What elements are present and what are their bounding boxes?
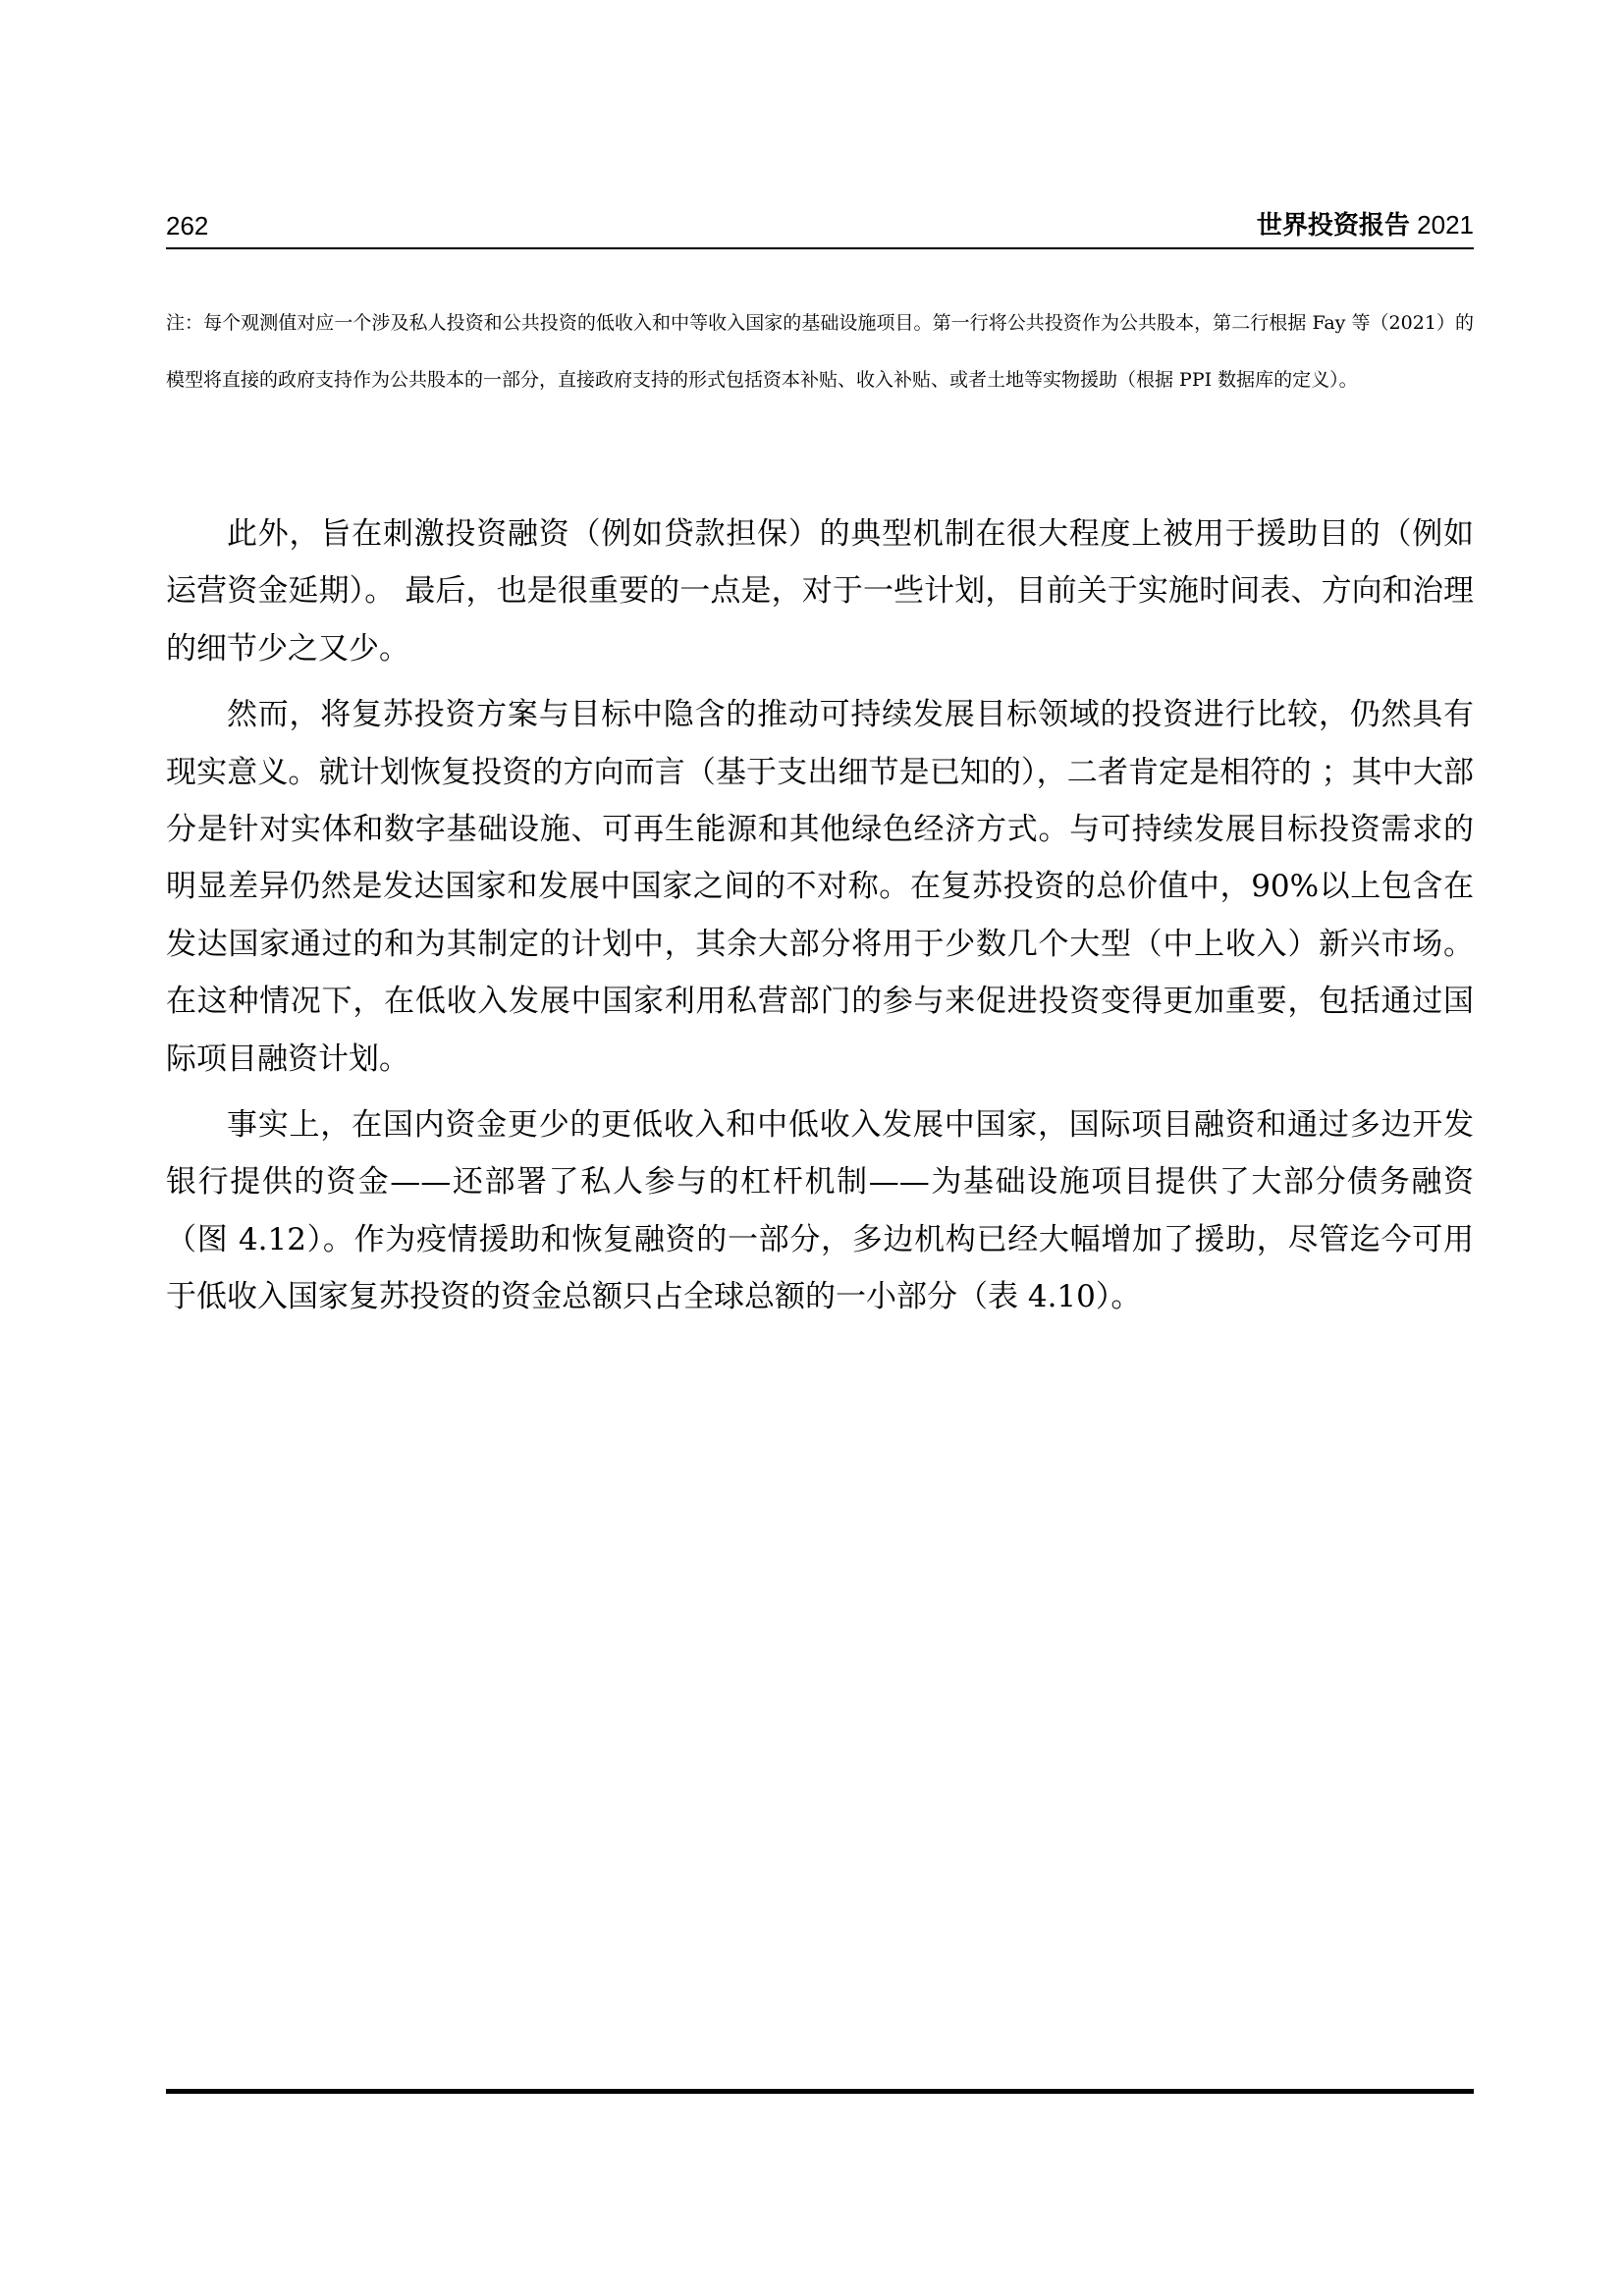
report-year: 2021 [1417, 210, 1474, 240]
figure-note: 注：每个观测值对应一个涉及私人投资和公共投资的低收入和中等收入国家的基础设施项目。第一行将公共投资作为公共股本，第二行根据 Fay 等（2021）的模型将直接的政府支持作为公共股本的一部分，直接政府支持的形式包括资本补贴、收入补贴、或者土地等实物援助（根据 PPI 数据库的定义）。 [166, 312, 1474, 391]
page-number: 262 [166, 211, 209, 240]
body-text [166, 506, 1474, 1335]
paragraph: 事实上，在国内资金更少的更低收入和中低收入发展中国家，国际项目融资和通过多边开发银行提供的资金——还部署了私人参与的杠杆机制——为基础设施项目提供了大部分债务融资（图 4.12）。作为疫情援助和恢复融资的一部分，多边机构已经大幅增加了援助，尽管迄今可用于低收入国家复苏投资的资金总额只占全球总额的一小部分（表 4.10）。 [166, 1107, 1474, 1315]
paragraph: 然而，将复苏投资方案与目标中隐含的推动可持续发展目标领域的投资进行比较，仍然具有现实意义。就计划恢复投资的方向而言（基于支出细节是已知的），二者肯定是相符的 ；其中大部分是针对实体和数字基础设施、可再生能源和其他绿色经济方式。与可持续发展目标投资需求的明显差异仍然是发达国家和发展中国家之间的不对称。在复苏投资的总价值中，90%以上包含在发达国家通过的和为其制定的计划中，其余大部分将用于少数几个大型（中上收入）新兴市场。在这种情况下，在低收入发展中国家利用私营部门的参与来促进投资变得更加重要，包括通过国际项目融资计划。 [166, 697, 1474, 1077]
paragraph: 此外，旨在刺激投资融资（例如贷款担保）的典型机制在很大程度上被用于援助目的（例如运营资金延期）。 最后，也是很重要的一点是，对于一些计划，目前关于实施时间表、方向和治理的细节少之又少。 [166, 516, 1474, 667]
footer-rule [166, 2089, 1474, 2094]
running-header [166, 196, 1474, 249]
report-title: 世界投资报告 [1256, 210, 1410, 240]
running-title [1257, 205, 1474, 247]
